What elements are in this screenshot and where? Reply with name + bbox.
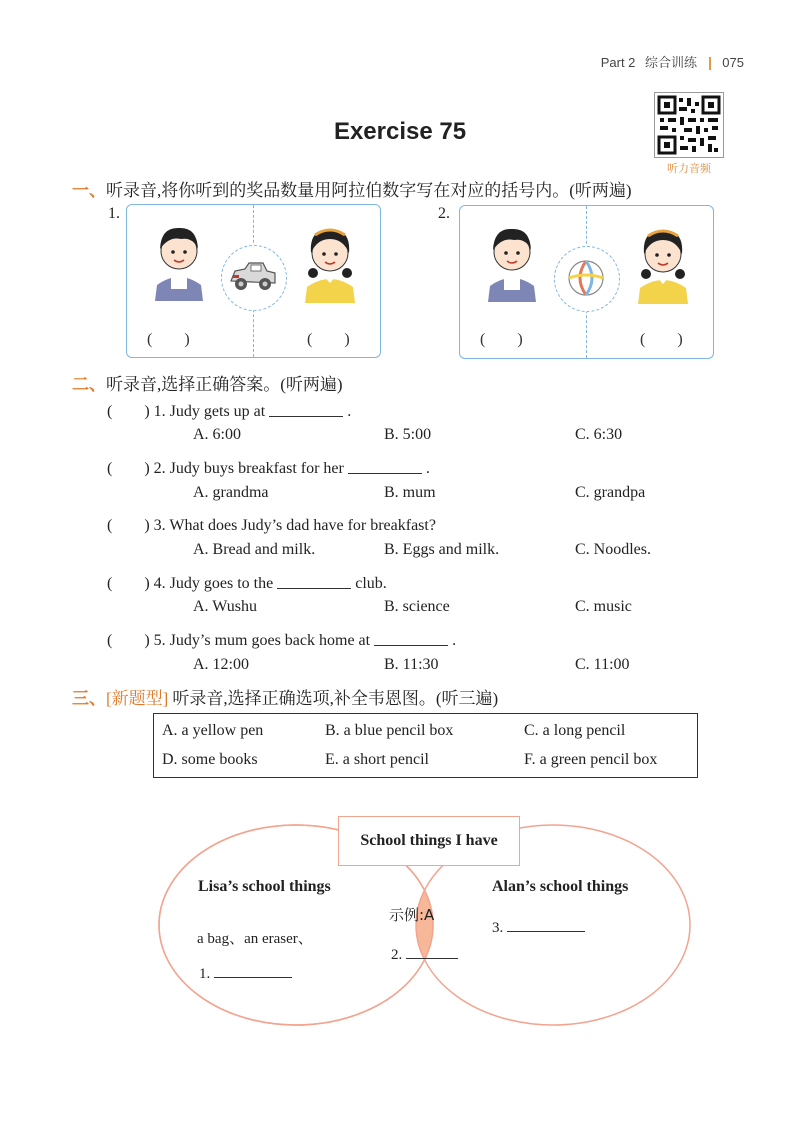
answer-bracket[interactable]: ( ) [107, 460, 150, 477]
section-3-number: 三、 [72, 689, 106, 708]
option-a[interactable]: A. Wushu [193, 598, 257, 615]
fill-blank[interactable] [277, 587, 351, 589]
choice-e: E. a short pencil [325, 751, 429, 768]
section-2-number: 二、 [72, 375, 106, 394]
right-blank-line[interactable] [507, 931, 585, 932]
option-b[interactable]: B. 5:00 [384, 426, 432, 443]
answer-bracket[interactable]: ( ) [107, 575, 150, 592]
section-1-heading [72, 176, 632, 201]
venn-title: School things I have [360, 832, 498, 849]
option-a[interactable]: A. Bread and milk. [193, 541, 316, 558]
left-given-items: a bag、an eraser、 [197, 931, 313, 947]
question-2 [107, 455, 430, 478]
option-c[interactable]: C. 11:00 [575, 656, 630, 673]
answer-paren-2-right[interactable]: ( ) [640, 331, 683, 348]
choice-f: F. a green pencil box [524, 751, 658, 768]
answer-paren-2-left[interactable]: ( ) [480, 331, 523, 348]
answer-paren-1-left[interactable]: ( ) [147, 331, 190, 348]
section-3-instruction: 听录音,选择正确选项,补全韦恩图。(听三遍) [172, 689, 499, 708]
page-number: 075 [722, 55, 744, 70]
question-5 [107, 627, 456, 650]
answer-bracket[interactable]: ( ) [107, 517, 150, 534]
section-label: 综合训练 [645, 55, 698, 70]
section-3-heading [72, 684, 498, 709]
question-text: 4. Judy goes to the [153, 575, 274, 592]
option-c[interactable]: C. grandpa [575, 484, 646, 501]
girl-icon [297, 217, 363, 303]
listening-box-2 [459, 205, 714, 359]
option-b[interactable]: B. Eggs and milk. [384, 541, 500, 558]
center-blank-number: 2. [391, 947, 403, 963]
option-a[interactable]: A. 12:00 [193, 656, 249, 673]
option-b[interactable]: B. science [384, 598, 450, 615]
center-blank[interactable] [391, 947, 458, 964]
boy-icon [482, 220, 542, 302]
right-circle-label: Alan’s school things [492, 878, 629, 895]
ball-icon [566, 258, 606, 298]
question-text: 5. Judy’s mum goes back home at [153, 632, 371, 649]
part-label: Part 2 [600, 55, 636, 70]
right-blank[interactable] [492, 920, 585, 937]
header-divider [709, 57, 711, 70]
choice-a: A. a yellow pen [162, 722, 264, 739]
answer-bracket[interactable]: ( ) [107, 632, 150, 649]
fill-blank[interactable] [374, 644, 448, 646]
question-end: . [347, 403, 352, 420]
option-b[interactable]: B. mum [384, 484, 436, 501]
option-c[interactable]: C. 6:30 [575, 426, 623, 443]
question-end: . [452, 632, 457, 649]
section-2-instruction: 听录音,选择正确答案。(听两遍) [106, 375, 343, 394]
fill-blank[interactable] [348, 472, 422, 474]
qr-label: 听力音频 [667, 163, 711, 175]
options-box [153, 713, 698, 778]
answer-paren-1-right[interactable]: ( ) [307, 331, 350, 348]
choice-b: B. a blue pencil box [325, 722, 454, 739]
option-c[interactable]: C. music [575, 598, 632, 615]
question-text: 2. Judy buys breakfast for her [153, 460, 344, 477]
question-end: club. [355, 575, 387, 592]
item-2-number: 2. [438, 205, 450, 222]
center-example: 示例:A [389, 906, 435, 924]
left-blank-line[interactable] [214, 977, 292, 978]
option-c[interactable]: C. Noodles. [575, 541, 651, 558]
question-text: 1. Judy gets up at [153, 403, 266, 420]
venn-title-box [338, 816, 520, 866]
left-blank[interactable] [199, 966, 292, 983]
new-type-tag: [新题型] [106, 689, 169, 708]
question-1 [107, 398, 351, 421]
right-blank-number: 3. [492, 920, 504, 936]
option-a[interactable]: A. grandma [193, 484, 269, 501]
boy-icon [149, 219, 209, 301]
option-b[interactable]: B. 11:30 [384, 656, 439, 673]
question-4 [107, 570, 387, 593]
answer-bracket[interactable]: ( ) [107, 403, 150, 420]
section-1-instruction: 听录音,将你听到的奖品数量用阿拉伯数字写在对应的括号内。(听两遍) [106, 181, 632, 200]
choice-c: C. a long pencil [524, 722, 626, 739]
question-3 [107, 512, 436, 535]
item-1-number: 1. [108, 205, 120, 222]
page-title: Exercise 75 [333, 118, 467, 145]
choice-d: D. some books [162, 751, 258, 768]
girl-icon [630, 218, 696, 304]
left-blank-number: 1. [199, 966, 211, 982]
question-end: . [425, 460, 430, 477]
toy-car-icon [227, 259, 279, 295]
option-a[interactable]: A. 6:00 [193, 426, 241, 443]
question-text: 3. What does Judy’s dad have for breakfast? [153, 517, 436, 534]
section-1-number: 一、 [72, 181, 106, 200]
left-circle-label: Lisa’s school things [198, 878, 331, 895]
center-blank-line[interactable] [406, 958, 458, 959]
section-2-heading [72, 370, 343, 395]
listening-box-1 [126, 204, 381, 358]
fill-blank[interactable] [269, 415, 343, 417]
page-header [601, 52, 744, 71]
